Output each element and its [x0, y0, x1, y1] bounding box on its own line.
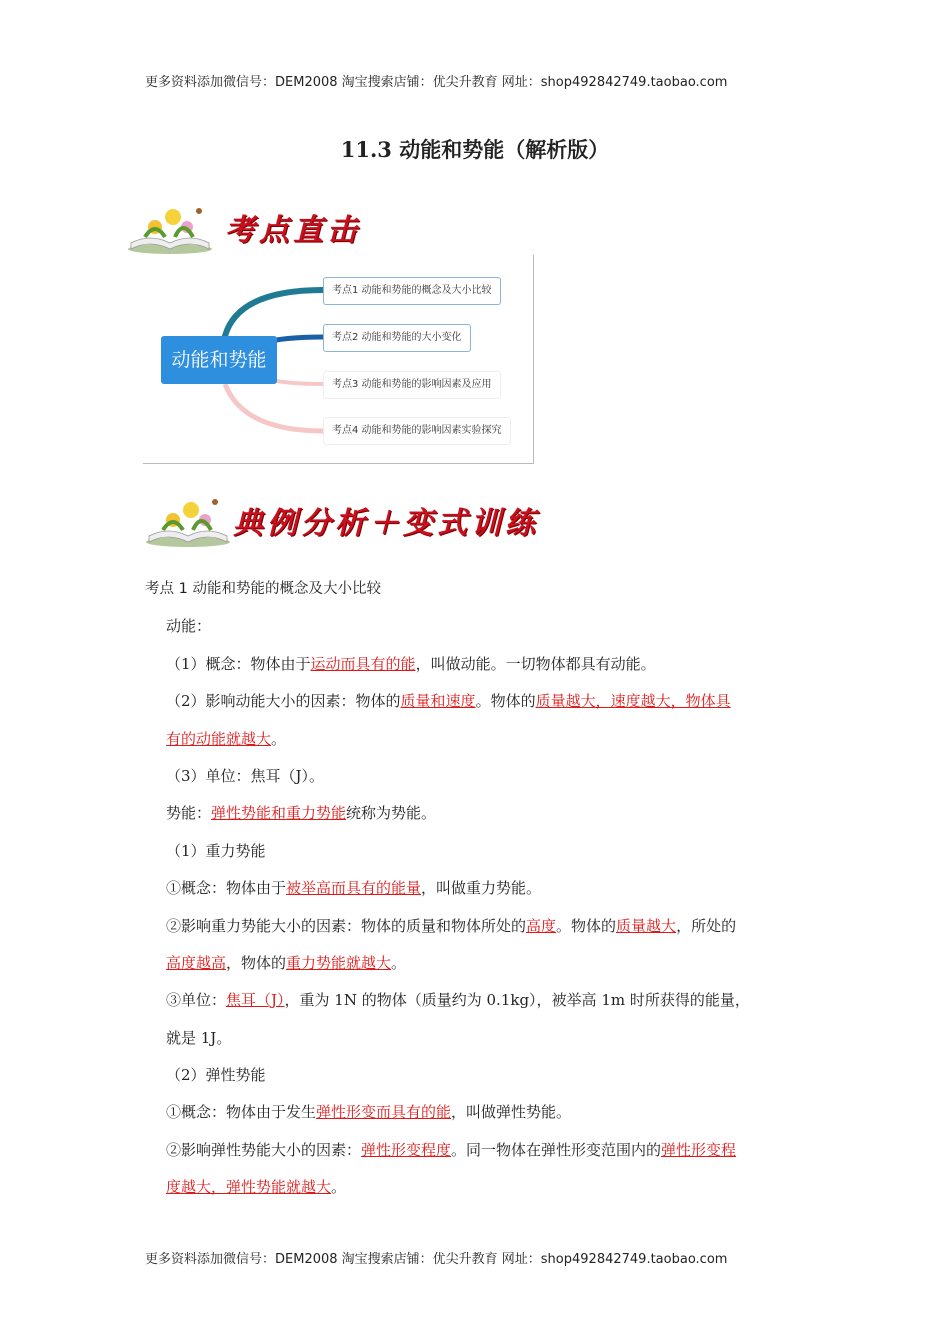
text: 。同一物体在弹性形变范围内的 [451, 1140, 662, 1159]
mindmap-node-2: 考点2 动能和势能的大小变化 [323, 324, 471, 352]
text: 。物体的 [556, 916, 617, 935]
section-heading: 考点 1 动能和势能的概念及大小比较 [145, 581, 381, 597]
key-term: 弹性势能和重力势能 [211, 804, 347, 823]
text-line [145, 1101, 815, 1138]
text: ①概念：物体由于 [166, 879, 287, 898]
text: 。 [331, 1178, 347, 1197]
page-header: 更多资料添加微信号：DEM2008 淘宝搜索店铺：优尖升教育 网址：shop492842749.taobao.com [145, 75, 728, 90]
banner-title: 考点直击 [225, 213, 361, 248]
text: ，叫做弹性势能。 [451, 1103, 572, 1122]
section-banner-examples [143, 490, 623, 550]
text-line [145, 1176, 815, 1213]
text: ③单位： [166, 991, 227, 1010]
mindmap-node-1: 考点1 动能和势能的概念及大小比较 [323, 277, 501, 305]
mindmap [143, 255, 534, 464]
text-line: 动能： [166, 617, 212, 636]
page-title: 11.3 动能和势能（解析版） [340, 137, 610, 162]
key-term: 有的动能就越大 [166, 729, 272, 748]
text: ，所处的 [676, 916, 737, 935]
key-term: 弹性形变而具有的能 [316, 1103, 452, 1122]
text: 势能： [166, 804, 212, 823]
text: ，物体的 [226, 953, 287, 972]
key-term: 质量和速度 [400, 692, 476, 711]
text: ，叫做动能。一切物体都具有动能。 [415, 654, 656, 673]
content-body [145, 578, 815, 1214]
text: ①概念：物体由于发生 [166, 1103, 317, 1122]
text-line: （2）弹性势能 [166, 1066, 266, 1085]
key-term: 度越大，弹性势能就越大 [166, 1178, 332, 1197]
key-term: 高度 [526, 916, 557, 935]
book-flowers-icon [143, 490, 233, 548]
text-line: （1）重力势能 [166, 841, 266, 860]
text-line [145, 915, 815, 952]
text-line [145, 653, 815, 690]
text-line [145, 690, 815, 727]
text: （1）概念：物体由于 [166, 654, 311, 673]
key-term: 被举高而具有的能量 [286, 879, 422, 898]
text-line [145, 728, 815, 765]
key-term: 弹性形变程 [661, 1140, 737, 1159]
text: ，叫做重力势能。 [421, 879, 542, 898]
mindmap-root: 动能和势能 [161, 336, 277, 384]
key-term: 弹性形变程度 [361, 1140, 452, 1159]
banner-title: 典例分析＋变式训练 [233, 506, 539, 541]
key-term: 重力势能就越大 [286, 953, 392, 972]
text: 。物体的 [475, 692, 536, 711]
page-footer: 更多资料添加微信号：DEM2008 淘宝搜索店铺：优尖升教育 网址：shop492842749.taobao.com [145, 1252, 728, 1267]
text-line: （3）单位：焦耳（J）。 [166, 766, 325, 785]
text: 。 [271, 729, 287, 748]
text-line [145, 952, 815, 989]
key-term: 高度越高 [166, 953, 227, 972]
key-term: 焦耳（J） [226, 991, 285, 1010]
section-banner-key-points [125, 197, 605, 257]
text: ，重为 1N 的物体（质量约为 0.1kg），被举高 1m 时所获得的能量， [284, 991, 750, 1010]
key-term: 运动而具有的能 [310, 654, 416, 673]
text: 统称为势能。 [346, 804, 437, 823]
text-line [145, 802, 815, 839]
text-line [145, 1139, 815, 1176]
text-line: 就是 1J。 [166, 1028, 232, 1047]
key-term: 质量越大 [616, 916, 677, 935]
text: （2）影响动能大小的因素：物体的 [166, 692, 401, 711]
text: 。 [391, 953, 407, 972]
text: ②影响弹性势能大小的因素： [166, 1140, 362, 1159]
mindmap-node-3: 考点3 动能和势能的影响因素及应用 [323, 371, 501, 399]
text: ②影响重力势能大小的因素：物体的质量和物体所处的 [166, 916, 527, 935]
book-flowers-icon [125, 197, 215, 255]
text-line [145, 989, 815, 1026]
text-line [145, 877, 815, 914]
key-term: 质量越大，速度越大，物体具 [535, 692, 731, 711]
mindmap-node-4: 考点4 动能和势能的影响因素实验探究 [323, 417, 511, 445]
